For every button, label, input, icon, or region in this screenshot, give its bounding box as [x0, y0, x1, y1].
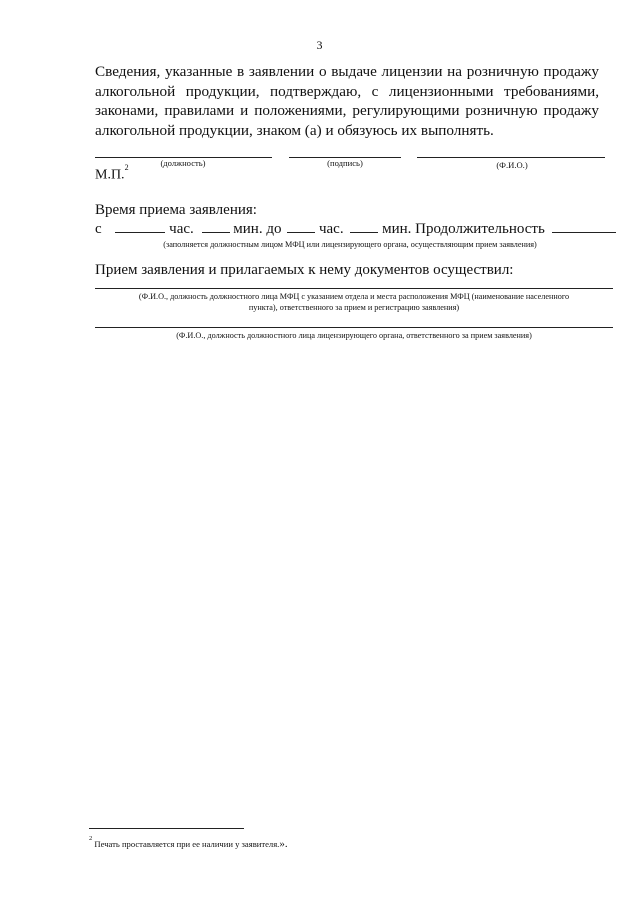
name-signature-line [417, 157, 605, 158]
mfc-officer-caption-1: (Ф.И.О., должность должностного лица МФЦ с указанием отдела и места расположения МФЦ (наименование населенного [138, 292, 570, 301]
reception-time-row [95, 220, 616, 238]
mfc-officer-line [95, 288, 613, 289]
stamp-footnote-ref: 2 [124, 163, 129, 172]
signature-caption: (подпись) [327, 158, 363, 168]
duration-label: мин. Продолжительность [382, 221, 545, 237]
hours-label-1: час. [169, 221, 194, 237]
footnote [89, 835, 288, 850]
end-minutes-field[interactable] [350, 220, 378, 233]
stamp-label-wrap [95, 163, 129, 184]
authority-officer-caption: (Ф.И.О., должность должностного лица лицензирующего органа, ответственного за прием заявления) [176, 331, 532, 340]
mfc-officer-caption-2: пункта), ответственного за прием и регистрацию заявления) [248, 303, 460, 312]
reception-time-heading: Время приема заявления: [95, 202, 257, 218]
footnote-marker: 2 [89, 835, 93, 843]
start-minutes-field[interactable] [202, 220, 230, 233]
position-caption: (должность) [160, 158, 206, 168]
page-number: 3 [316, 38, 323, 52]
reception-time-caption: (заполняется должностным лицом МФЦ или лицензирующего органа, осуществляющим прием заявления) [163, 240, 537, 249]
name-caption: (Ф.И.О.) [496, 160, 528, 170]
authority-officer-line [95, 327, 613, 328]
footnote-period: . [284, 838, 288, 850]
from-label: с [95, 221, 102, 237]
footnote-text: Печать проставляется при ее наличии у заявителя. [94, 839, 280, 849]
duration-field[interactable] [552, 220, 616, 233]
receiver-heading: Прием заявления и прилагаемых к нему документов осуществил: [95, 262, 514, 278]
minutes-to-label: мин. до [233, 221, 282, 237]
declaration-paragraph: Сведения, указанные в заявлении о выдаче лицензии на розничную продажу алкогольной продукции, подтверждаю, с лицензионными требованиями, законами, правилами и положениями, регулирующими розничную продажу алкогольной продукции, знаком (а) и обязуюсь их выполнять. [95, 63, 599, 139]
footnote-separator [89, 828, 244, 829]
footnote-closing: » [279, 838, 285, 850]
stamp-label: М.П. [95, 167, 125, 183]
start-hours-field[interactable] [115, 220, 165, 233]
end-hours-field[interactable] [287, 220, 315, 233]
hours-label-2: час. [318, 221, 344, 237]
